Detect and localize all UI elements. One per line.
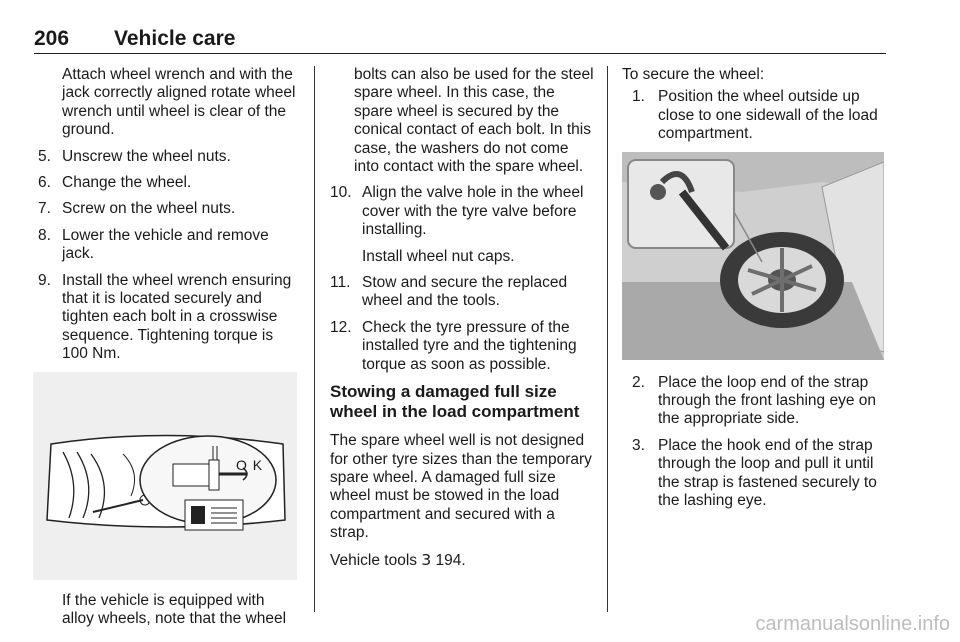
step-number: 11. — [330, 274, 351, 292]
step-number: 12. — [330, 318, 352, 336]
list-item — [38, 200, 300, 218]
continued-paragraph: bolts can also be used for the steel spare wheel. In this case, the spare wheel is secured by the conical contact of each bolt. In this case, the washers do not come into contact with the spare wheel. — [354, 66, 594, 176]
step-text: Install the wheel wrench ensuring that it is located securely and tighten each bolt in a crosswise sequence. Tightening torque is 100 Nm. — [62, 271, 292, 363]
list-item — [632, 374, 886, 429]
step-text: Place the loop end of the strap through the front lashing eye on the appropriate side. — [658, 373, 877, 428]
step-number: 10. — [330, 184, 352, 202]
column-1 — [38, 66, 300, 637]
wheel-wrench-illustration — [33, 372, 297, 580]
step-number: 3. — [632, 436, 645, 454]
column-2 — [330, 66, 594, 578]
list-item — [330, 184, 594, 266]
list-item — [38, 272, 300, 364]
list-item — [38, 148, 300, 166]
load-compartment-illustration — [622, 152, 884, 360]
step-number: 1. — [632, 88, 645, 106]
step-number: 6. — [38, 174, 51, 192]
step-number: 5. — [38, 147, 51, 165]
step-text: Change the wheel. — [62, 174, 192, 192]
figure-label: O K — [236, 457, 264, 473]
step-text: Screw on the wheel nuts. — [62, 200, 236, 218]
list-item — [38, 227, 300, 264]
list-item — [38, 174, 300, 192]
body-paragraph: The spare wheel well is not designed for other tyre sizes than the temporary spare wheel. A damaged full size wheel must be stowed in the load compartment and secured with a strap. — [330, 432, 592, 542]
list-item — [632, 437, 886, 511]
step-text: Check the tyre pressure of the installed tyre and the tightening torque as soon as possible. — [362, 318, 577, 373]
list-item — [632, 88, 886, 143]
secure-steps-continued — [622, 374, 886, 511]
reference-page: 194. — [435, 551, 466, 569]
alloy-wheels-paragraph: If the vehicle is equipped with alloy wheels, note that the wheel — [62, 591, 287, 628]
step-text: Lower the vehicle and remove jack. — [62, 226, 269, 263]
step-number: 2. — [632, 373, 645, 391]
subsection-heading: Stowing a damaged full size wheel in the load compartment — [330, 382, 580, 422]
watermark: carmanualsonline.info — [755, 613, 950, 635]
step-number: 7. — [38, 200, 51, 218]
step-text: Unscrew the wheel nuts. — [62, 147, 231, 165]
column-divider-2 — [607, 66, 608, 612]
steps-list-continued — [330, 184, 594, 374]
step-number: 8. — [38, 226, 51, 244]
secure-intro: To secure the wheel: — [622, 66, 765, 83]
cross-reference — [330, 551, 594, 570]
secure-steps — [622, 88, 886, 143]
step-text: Align the valve hole in the wheel cover with the tyre valve before installing. — [362, 184, 584, 239]
step-number: 9. — [38, 271, 51, 289]
intro-paragraph: Attach wheel wrench and with the jack correctly aligned rotate wheel wrench until wheel is clear of the ground. — [62, 66, 296, 139]
step-text: Position the wheel outside up close to one sidewall of the load compartment. — [658, 88, 878, 143]
column-divider-1 — [314, 66, 315, 612]
steps-list — [38, 148, 300, 364]
list-item — [330, 319, 594, 374]
step-text: Place the hook end of the strap through the loop and pull it until the strap is fastened securely to the lashing eye. — [658, 436, 877, 510]
page-header — [34, 27, 886, 54]
step-note: Install wheel nut caps. — [362, 247, 515, 265]
page-number: 206 — [34, 27, 70, 50]
list-item — [330, 274, 594, 311]
column-3 — [622, 66, 886, 518]
spare-wheel-drawing — [622, 152, 884, 360]
reference-arrow-icon: 3 — [421, 550, 432, 569]
wheel-wrench-drawing — [33, 372, 297, 580]
section-title: Vehicle care — [114, 27, 236, 50]
step-text: Stow and secure the replaced wheel and the tools. — [362, 274, 568, 310]
reference-text: Vehicle tools — [330, 551, 418, 569]
